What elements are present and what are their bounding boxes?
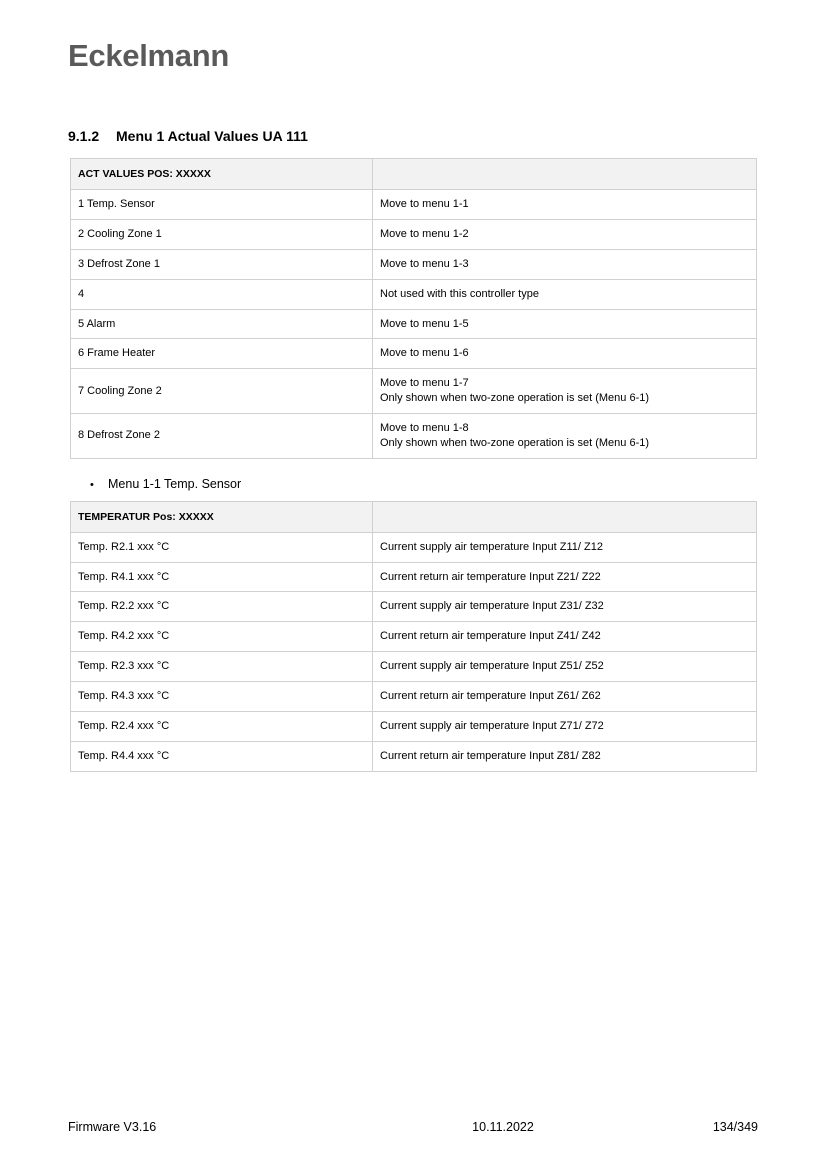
bullet-icon: • [90, 478, 94, 491]
menu-item-label: 4 [71, 279, 373, 309]
description-line-1: Not used with this controller type [380, 287, 539, 300]
table-row [71, 562, 757, 592]
description-line-1: Move to menu 1-1 [380, 198, 469, 211]
table-row [71, 190, 757, 220]
table-row [71, 309, 757, 339]
table-row [71, 220, 757, 250]
menu-item-description [373, 309, 757, 339]
description-line-2: Only shown when two-zone operation is set (Menu 6-1) [380, 436, 650, 449]
footer-page-number: 134/349 [712, 1120, 758, 1134]
temp-value-description: Current return air temperature Input Z21/ Z22 [373, 562, 757, 592]
description-line-1: Move to menu 1-5 [380, 317, 469, 330]
table-row [71, 532, 757, 562]
table-header-row [71, 159, 757, 190]
menu-item-description [373, 220, 757, 250]
temp-value-label: Temp. R2.2 xxx °C [71, 592, 373, 622]
description-line-1: Move to menu 1-3 [380, 257, 469, 270]
company-logo: Eckelmann [68, 38, 229, 73]
temp-value-description: Current supply air temperature Input Z71/ Z72 [373, 711, 757, 741]
page-title [68, 128, 758, 144]
menu-item-label: 1 Temp. Sensor [71, 190, 373, 220]
menu-item-description [373, 339, 757, 369]
temp-value-label: Temp. R4.3 xxx °C [71, 682, 373, 712]
table-row [71, 711, 757, 741]
table-row [71, 339, 757, 369]
table-row [71, 741, 757, 771]
menu-item-description [373, 279, 757, 309]
menu-item-label: 8 Defrost Zone 2 [71, 413, 373, 458]
actual-values-table [70, 158, 757, 459]
description-line-1: Move to menu 1-7 [380, 377, 469, 390]
temp-value-description: Current return air temperature Input Z41/ Z42 [373, 622, 757, 652]
menu-item-label: 2 Cooling Zone 1 [71, 220, 373, 250]
menu-item-label: 3 Defrost Zone 1 [71, 249, 373, 279]
table-row [71, 279, 757, 309]
temp-value-label: Temp. R2.3 xxx °C [71, 652, 373, 682]
temp-value-description: Current supply air temperature Input Z51/ Z52 [373, 652, 757, 682]
description-line-2: Only shown when two-zone operation is set (Menu 6-1) [380, 392, 650, 405]
temp-value-label: Temp. R4.2 xxx °C [71, 622, 373, 652]
temp-value-description: Current return air temperature Input Z61/ Z62 [373, 682, 757, 712]
table-header-row [71, 501, 757, 532]
section-number: 9.1.2 [68, 128, 100, 144]
menu-item-description [373, 413, 757, 458]
temp-value-label: Temp. R2.1 xxx °C [71, 532, 373, 562]
table-row [71, 682, 757, 712]
subsection-label: Menu 1-1 Temp. Sensor [108, 476, 242, 491]
menu-item-label: 5 Alarm [71, 309, 373, 339]
table-row [71, 249, 757, 279]
table-header-cell-right [373, 159, 757, 190]
temperature-table [70, 501, 757, 772]
table-header-cell-right [373, 501, 757, 532]
subsection-bullet [90, 477, 758, 491]
description-line-1: Move to menu 1-6 [380, 347, 469, 360]
table-row [71, 369, 757, 414]
temp-value-label: Temp. R4.4 xxx °C [71, 741, 373, 771]
description-line-1: Move to menu 1-2 [380, 228, 469, 241]
menu-item-label: 6 Frame Heater [71, 339, 373, 369]
temp-value-label: Temp. R4.1 xxx °C [71, 562, 373, 592]
temp-value-label: Temp. R2.4 xxx °C [71, 711, 373, 741]
table-row [71, 622, 757, 652]
section-title: Menu 1 Actual Values UA 111 [116, 128, 308, 144]
menu-item-description [373, 190, 757, 220]
table-header-cell-left: ACT VALUES POS: XXXXX [71, 159, 373, 190]
menu-item-description [373, 249, 757, 279]
page-footer [68, 1120, 758, 1134]
page-content [68, 128, 758, 772]
temp-value-description: Current return air temperature Input Z81/ Z82 [373, 741, 757, 771]
footer-firmware: Firmware V3.16 [68, 1120, 157, 1134]
menu-item-label: 7 Cooling Zone 2 [71, 369, 373, 414]
footer-date: 10.11.2022 [472, 1120, 534, 1134]
table-row [71, 652, 757, 682]
temp-value-description: Current supply air temperature Input Z31/ Z32 [373, 592, 757, 622]
table-row [71, 413, 757, 458]
temp-value-description: Current supply air temperature Input Z11/ Z12 [373, 532, 757, 562]
table-row [71, 592, 757, 622]
table-header-cell-left: TEMPERATUR Pos: XXXXX [71, 501, 373, 532]
menu-item-description [373, 369, 757, 414]
description-line-1: Move to menu 1-8 [380, 421, 469, 434]
